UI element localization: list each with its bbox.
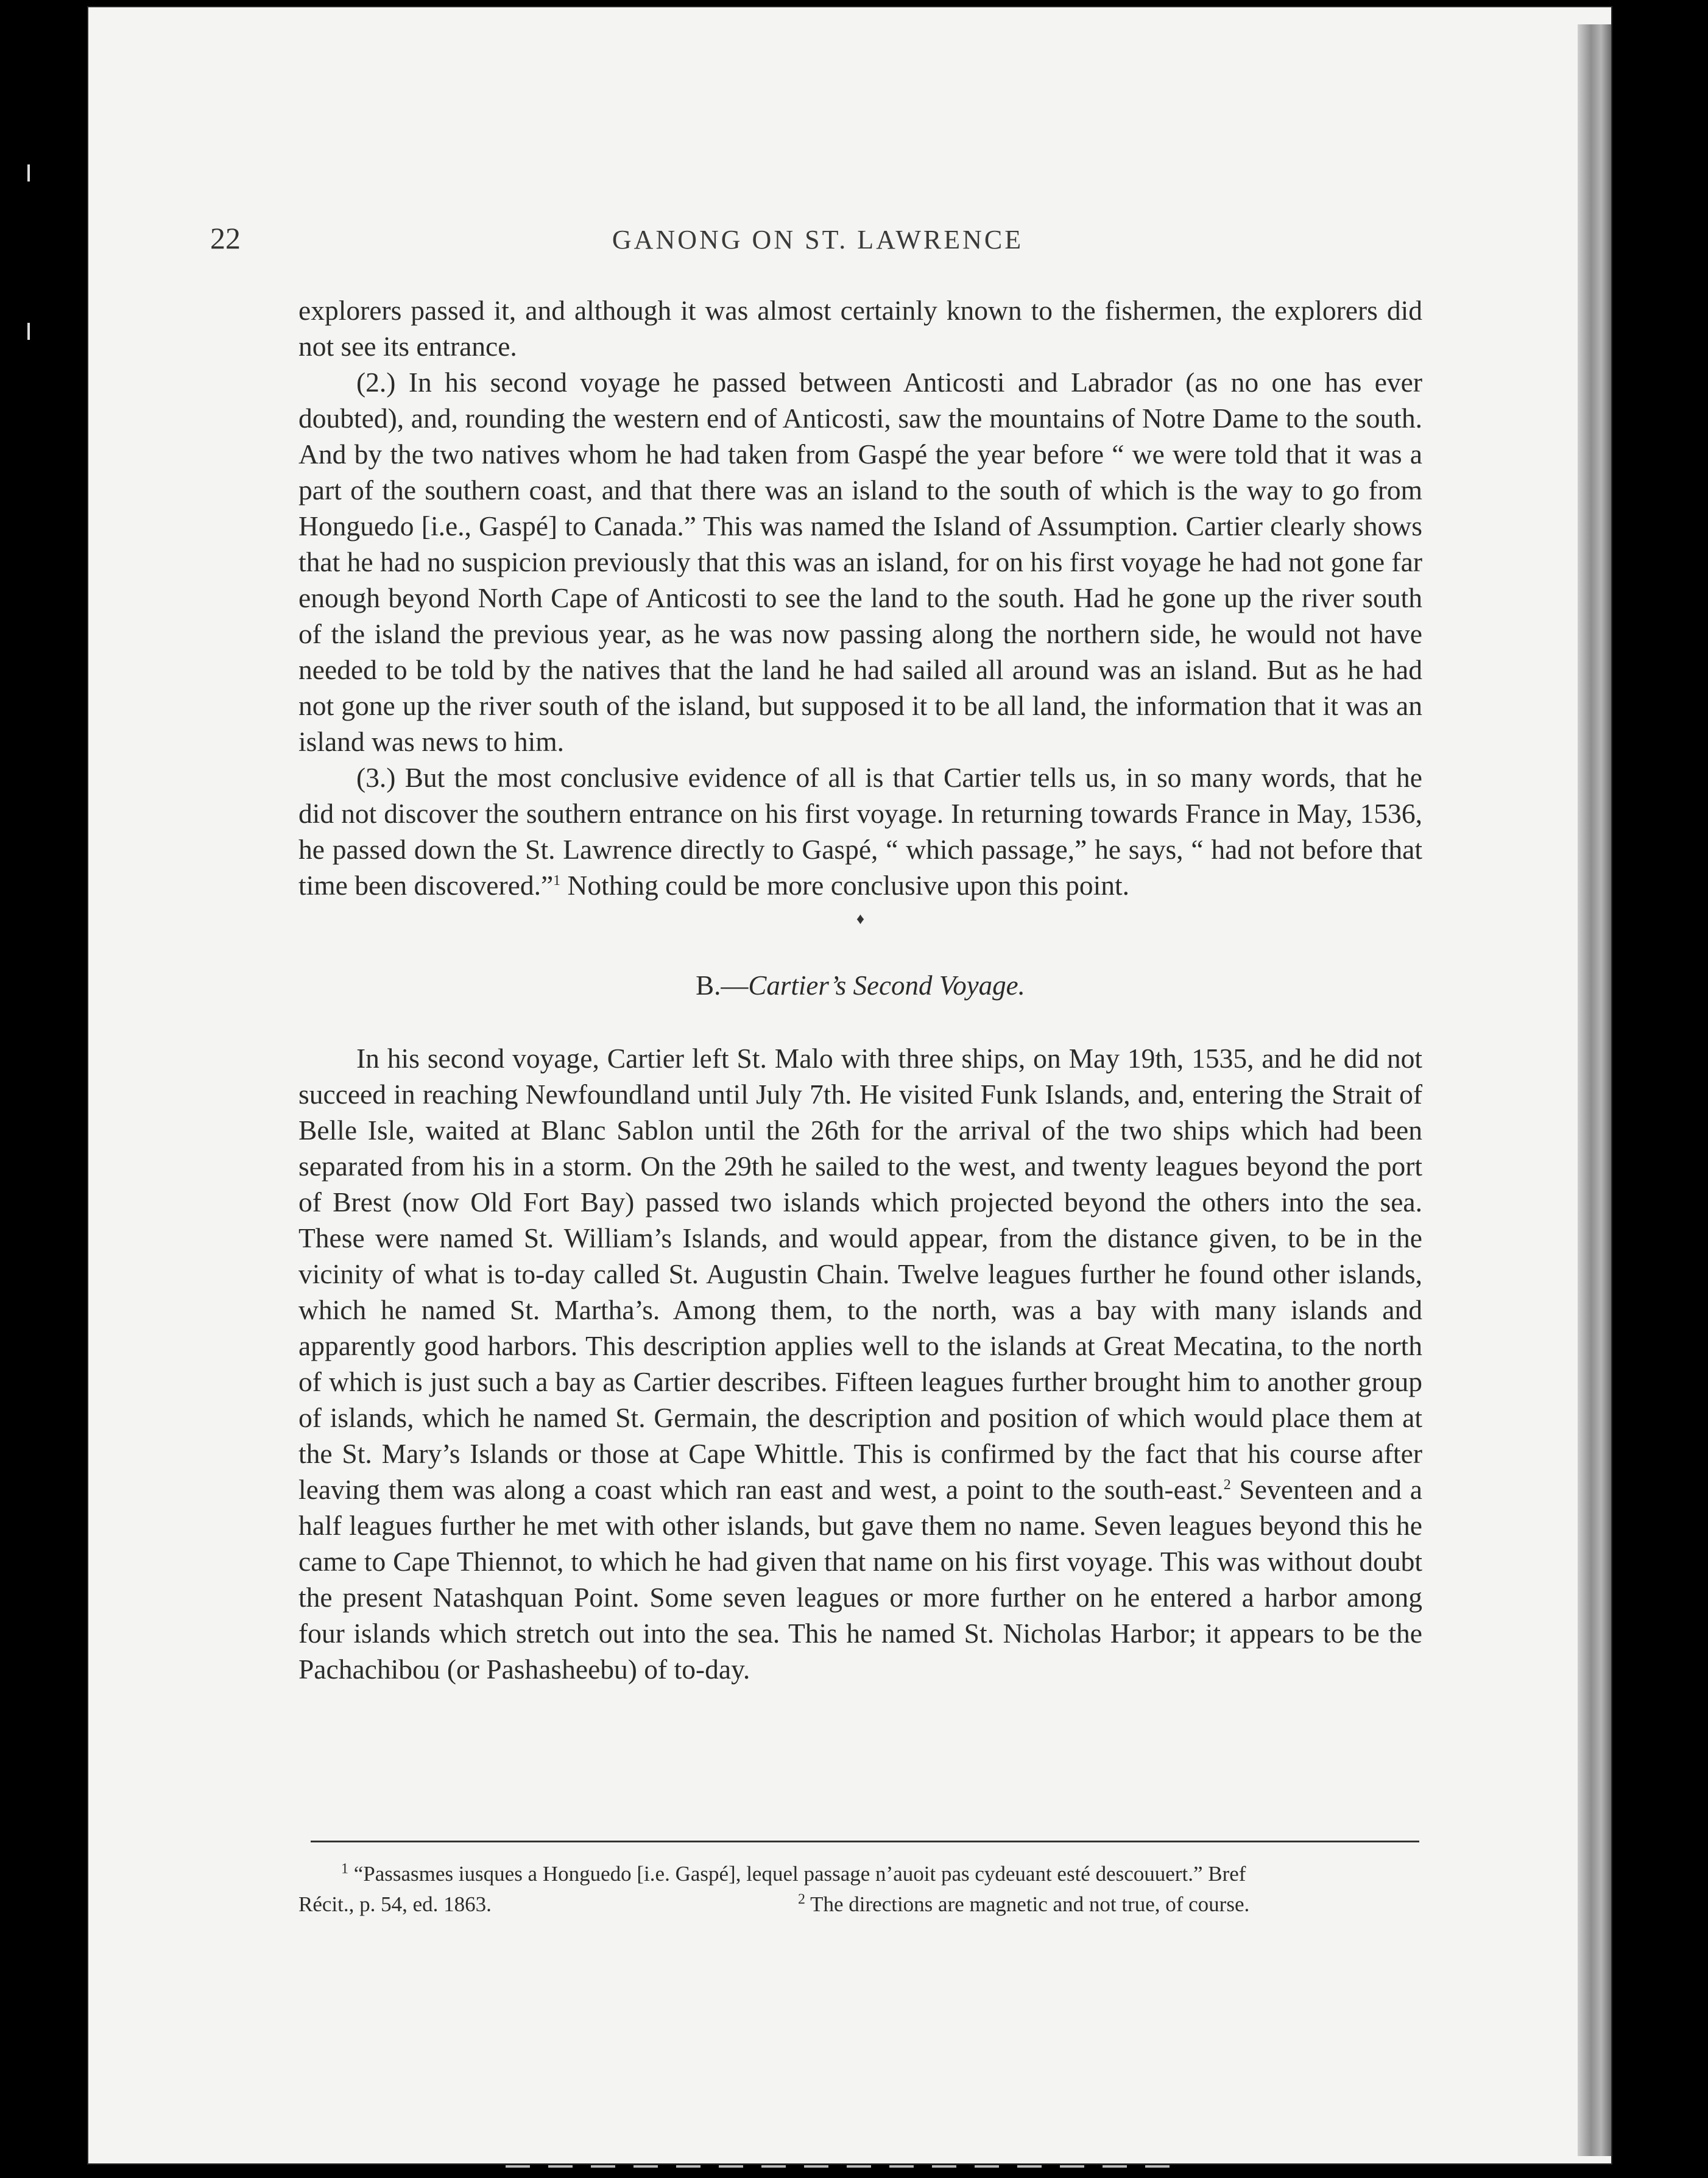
footnote-2 <box>798 1889 1249 1920</box>
paragraph-continuation: explorers passed it, and although it was almost certainly known to the fishermen, the explorers did not see its entrance. <box>298 295 1422 362</box>
paragraph-point-3-text: (3.) But the most conclusive evidence of all is that Cartier tells us, in so many words, that he did not discover the southern entrance on his first voyage. In returning towards France in May, 1536, he passed down the St. Lawrence directly to Gaspé, “ which passage,” he says, “ had not before that time been discovered.” <box>298 762 1422 901</box>
paragraph-point-3 <box>298 759 1422 903</box>
section-label: B.— <box>696 970 749 1001</box>
footnote-1 <box>298 1859 1422 1889</box>
paragraph-point-3-end: Nothing could be more conclusive upon this point. <box>560 870 1130 901</box>
footnote-1-mark: 1 <box>341 1861 348 1877</box>
footnote-row <box>298 1889 1422 1920</box>
footnote-ref-1: 1 <box>553 872 561 889</box>
ornament-glyph: ♦ <box>856 910 865 928</box>
running-title: GANONG ON ST. LAWRENCE <box>612 225 1024 255</box>
footnote-1-text: “Passasmes iusques a Honguedo [i.e. Gaspé], lequel passage n’auoit pas cydeuant esté descouuert.” Bref <box>353 1862 1246 1886</box>
footnote-divider <box>311 1841 1419 1842</box>
margin-tick <box>27 164 30 182</box>
section-heading <box>298 968 1422 1004</box>
scan-artifact-marks <box>506 2165 1176 2168</box>
margin-tick <box>27 323 30 340</box>
footnote-1-continuation: Récit., p. 54, ed. 1863. <box>298 1892 492 1916</box>
footnotes <box>298 1859 1422 1920</box>
section-title: Cartier’s Second Voyage. <box>748 970 1025 1001</box>
second-voyage-text-end: Seventeen and a half leagues further he met with other islands, but gave them no name. Seven leagues beyond this he came to Cape Thiennot, to which he had given that name on his first voyage. This was without doubt the present Natashquan Point. Some seven leagues or more further on he entered a harbor among four islands which stretch out into the sea. This he named St. Nicholas Harbor; it appears to be the Pachachibou (or Pashasheebu) of to-day. <box>298 1474 1422 1685</box>
running-head <box>210 220 1425 257</box>
footnote-2-mark: 2 <box>798 1891 805 1908</box>
paragraph-point-2: (2.) In his second voyage he passed between Anticosti and Labrador (as no one has ever doubted), and, rounding the western end of Anticosti, saw the mountains of Notre Dame to the south. And by the two natives whom he had taken from Gaspé the year before “ we were told that it was a part of the southern coast, and that there was an island to the south of which is the way to go from Honguedo [i.e., Gaspé] to Canada.” This was named the Island of Assumption. Cartier clearly shows that he had no suspicion previously that this was an island, for on his first voyage he had not gone far enough beyond North Cape of Anticosti to see the land to the south. Had he gone up the river south of the island the previous year, as he was now passing along the northern side, he would not have needed to be told by the natives that the land he had sailed all around was an island. But as he had not gone up the river south of the island, but supposed it to be all land, the information that it was an island was news to him. <box>298 367 1422 757</box>
footnote-2-text: The directions are magnetic and not true, of course. <box>810 1892 1250 1916</box>
paragraph-second-voyage <box>298 1040 1422 1687</box>
page-number: 22 <box>210 221 241 255</box>
book-binding-edge <box>1578 24 1611 2156</box>
second-voyage-text: In his second voyage, Cartier left St. Malo with three ships, on May 19th, 1535, and he did not succeed in reaching Newfoundland until July 7th. He visited Funk Islands, and, entering the Strait of Belle Isle, waited at Blanc Sablon until the 26th for the arrival of the two ships which had been separated from his in a storm. On the 29th he sailed to the west, and twenty leagues beyond the port of Brest (now Old Fort Bay) passed two islands which projected beyond the others into the sea. These were named St. William’s Islands, and would appear, from the distance given, to be in the vicinity of what is to-day called St. Augustin Chain. Twelve leagues further he found other islands, which he named St. Martha’s. Among them, to the north, was a bay with many islands and apparently good harbors. This description applies well to the islands at Great Mecatina, to the north of which is just such a bay as Cartier describes. Fifteen leagues further brought him to another group of islands, which he named St. Germain, the description and position of which would place them at the St. Mary’s Islands or those at Cape Whittle. This is confirmed by the fact that his course after leaving them was along a coast which ran east and west, a point to the south-east. <box>298 1043 1422 1505</box>
footnote-ref-2: 2 <box>1223 1476 1231 1493</box>
body-text <box>298 292 1422 1687</box>
